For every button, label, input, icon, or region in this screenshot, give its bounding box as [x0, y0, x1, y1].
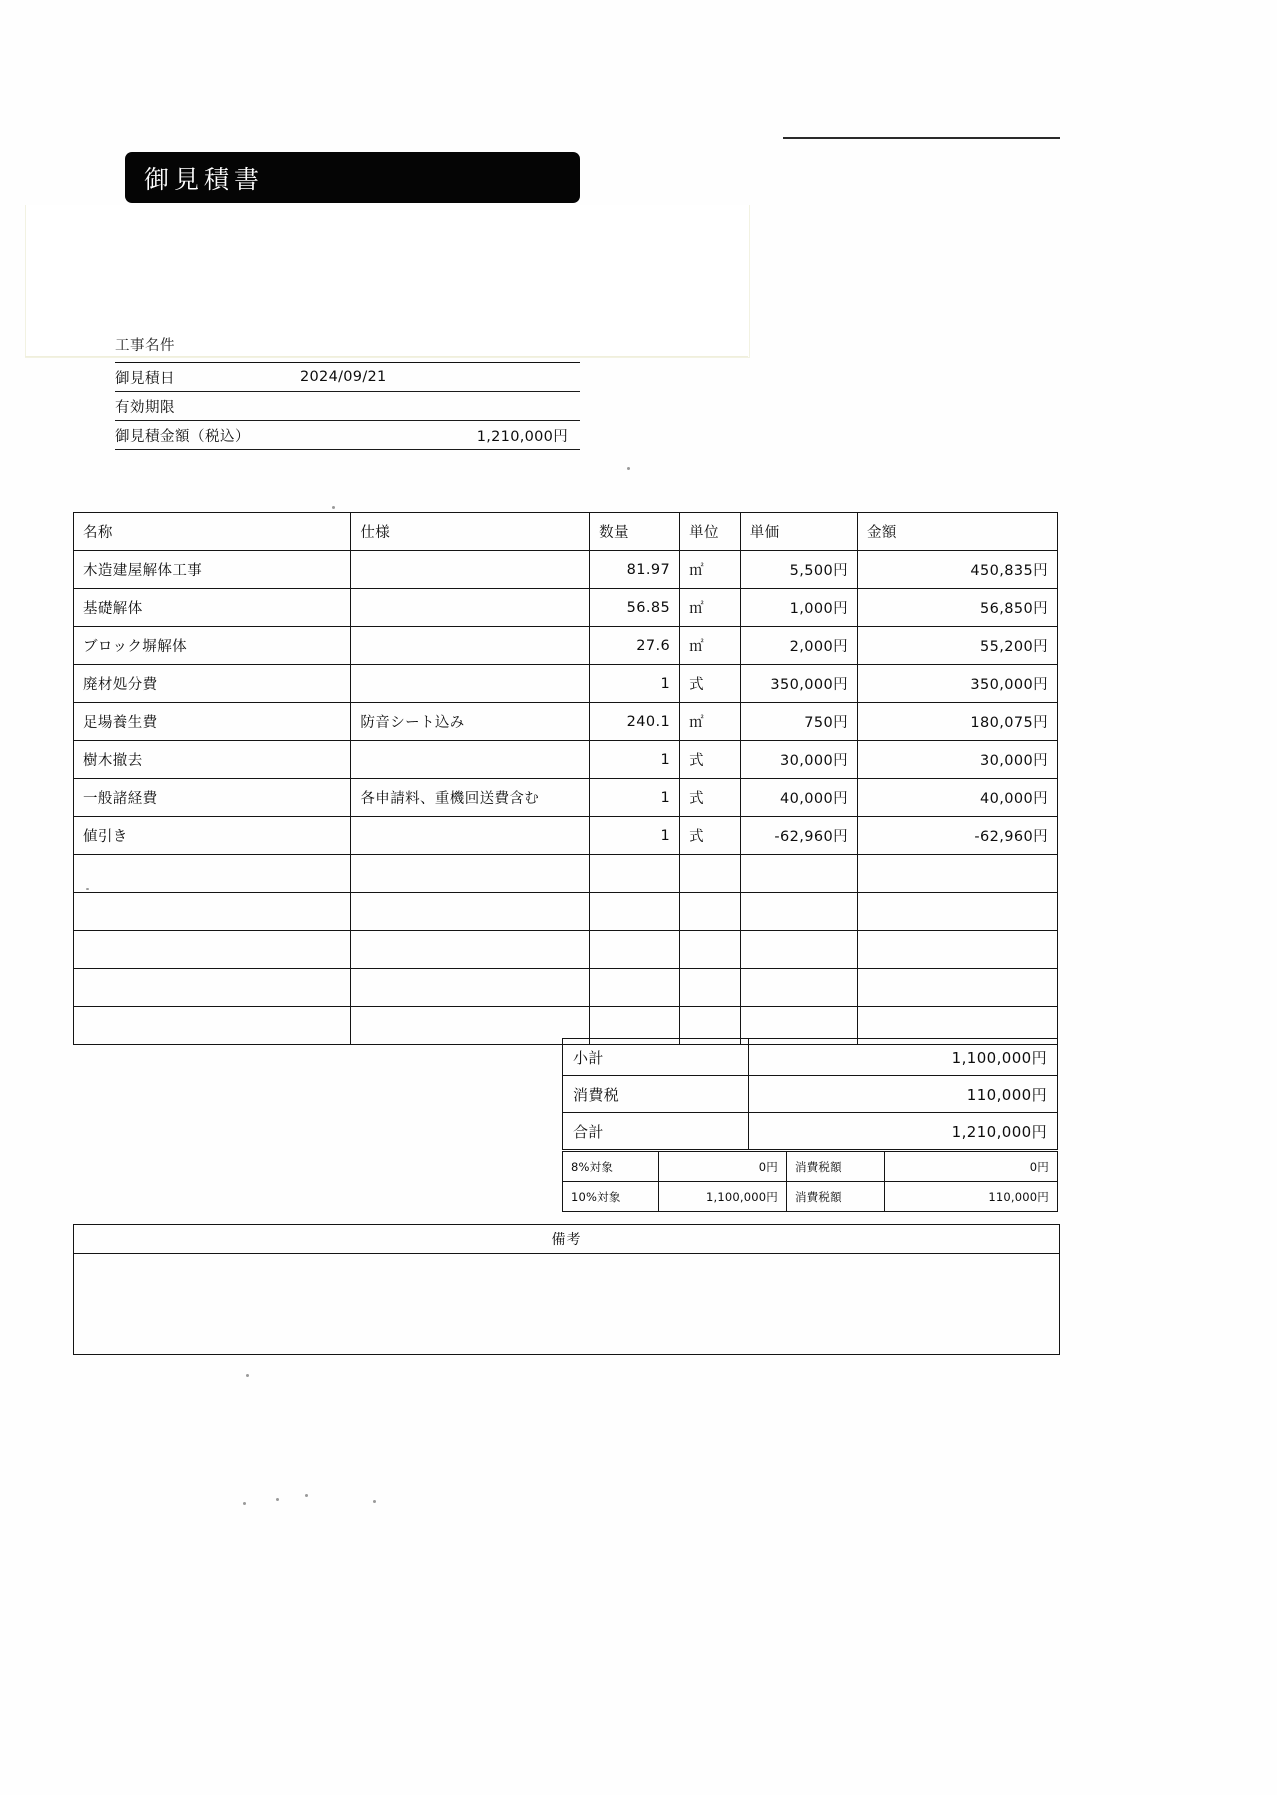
item-name: 値引き: [74, 817, 351, 855]
scan-speck: [86, 888, 89, 890]
item-unit: ㎡: [680, 703, 741, 741]
items-table-header-row: [74, 513, 1058, 551]
tax-amount-label: 消費税額: [787, 1182, 885, 1212]
item-amount: 350,000円: [858, 665, 1058, 703]
scan-speck: [246, 1374, 249, 1377]
tax-breakdown-table: [562, 1151, 1058, 1212]
item-amount: 55,200円: [858, 627, 1058, 665]
item-quantity: 56.85: [590, 589, 680, 627]
item-quantity: 240.1: [590, 703, 680, 741]
tax-amount-value: 0円: [885, 1152, 1058, 1182]
item-name: 足場養生費: [74, 703, 351, 741]
item-quantity: [590, 931, 680, 969]
item-amount: [858, 855, 1058, 893]
table-row: [74, 855, 1058, 893]
items-column-header: 名称: [74, 513, 351, 551]
item-unit-price: [740, 931, 857, 969]
item-quantity: [590, 855, 680, 893]
item-unit-price: -62,960円: [740, 817, 857, 855]
info-row-label: 御見積金額（税込）: [115, 428, 250, 445]
item-unit: 式: [680, 817, 741, 855]
totals-row: [563, 1113, 1058, 1150]
item-spec: [351, 627, 590, 665]
table-row: [74, 969, 1058, 1007]
item-spec: [351, 855, 590, 893]
item-unit-price: 2,000円: [740, 627, 857, 665]
remarks-body: [74, 1254, 1059, 1354]
remarks-heading: 備考: [74, 1225, 1059, 1254]
items-column-header: 単位: [680, 513, 741, 551]
tax-amount-label: 消費税額: [787, 1152, 885, 1182]
item-name: 木造建屋解体工事: [74, 551, 351, 589]
totals-row: [563, 1076, 1058, 1113]
item-quantity: [590, 893, 680, 931]
totals-label: 小計: [563, 1039, 749, 1076]
page-title: 御見積書: [144, 164, 265, 194]
item-quantity: 1: [590, 741, 680, 779]
items-column-header: 数量: [590, 513, 680, 551]
item-unit: 式: [680, 665, 741, 703]
totals-value: 1,210,000円: [749, 1113, 1058, 1150]
item-amount: 56,850円: [858, 589, 1058, 627]
tax-breakdown-row: [563, 1152, 1058, 1182]
table-row: [74, 665, 1058, 703]
totals-row: [563, 1039, 1058, 1076]
item-unit: [680, 893, 741, 931]
item-spec: [351, 665, 590, 703]
remarks-section: [73, 1224, 1060, 1355]
info-row-value: 2024/09/21: [300, 369, 387, 385]
item-amount: -62,960円: [858, 817, 1058, 855]
tax-rate-base-amount: 0円: [659, 1152, 787, 1182]
item-amount: 450,835円: [858, 551, 1058, 589]
item-spec: [351, 741, 590, 779]
info-row-value: 1,210,000円: [476, 428, 568, 445]
item-unit: ㎡: [680, 551, 741, 589]
totals-label: 消費税: [563, 1076, 749, 1113]
tax-rate-base-amount: 1,100,000円: [659, 1182, 787, 1212]
item-quantity: 27.6: [590, 627, 680, 665]
item-spec: [351, 589, 590, 627]
item-name: 一般諸経費: [74, 779, 351, 817]
item-name: [74, 1007, 351, 1045]
top-right-rule: [783, 137, 1060, 139]
item-spec: [351, 893, 590, 931]
item-unit: [680, 969, 741, 1007]
item-unit: 式: [680, 741, 741, 779]
item-unit: ㎡: [680, 589, 741, 627]
item-unit-price: 1,000円: [740, 589, 857, 627]
item-spec: [351, 931, 590, 969]
item-quantity: 1: [590, 817, 680, 855]
tax-amount-value: 110,000円: [885, 1182, 1058, 1212]
item-name: 基礎解体: [74, 589, 351, 627]
item-amount: [858, 969, 1058, 1007]
item-amount: 30,000円: [858, 741, 1058, 779]
table-row: [74, 779, 1058, 817]
table-row: [74, 817, 1058, 855]
info-row: [115, 421, 580, 450]
item-unit-price: 40,000円: [740, 779, 857, 817]
info-row-label: 工事名件: [115, 337, 175, 354]
item-quantity: 1: [590, 779, 680, 817]
totals-value: 1,100,000円: [749, 1039, 1058, 1076]
document-title-banner: [125, 152, 580, 203]
item-spec: [351, 1007, 590, 1045]
item-name: 樹木撤去: [74, 741, 351, 779]
tax-rate-label: 10%対象: [563, 1182, 659, 1212]
item-spec: 各申請料、重機回送費含む: [351, 779, 590, 817]
info-row: [115, 363, 580, 392]
item-quantity: [590, 969, 680, 1007]
item-name: [74, 893, 351, 931]
scan-speck: [627, 467, 630, 470]
item-spec: 防音シート込み: [351, 703, 590, 741]
item-unit-price: 5,500円: [740, 551, 857, 589]
item-spec: [351, 969, 590, 1007]
item-unit: ㎡: [680, 627, 741, 665]
item-unit: [680, 931, 741, 969]
item-amount: 40,000円: [858, 779, 1058, 817]
item-unit-price: 350,000円: [740, 665, 857, 703]
scan-speck: [243, 1502, 246, 1505]
scan-speck: [373, 1500, 376, 1503]
estimate-info-block: [115, 337, 580, 450]
tax-rate-label: 8%対象: [563, 1152, 659, 1182]
totals-label: 合計: [563, 1113, 749, 1150]
item-name: [74, 855, 351, 893]
table-row: [74, 703, 1058, 741]
table-row: [74, 893, 1058, 931]
item-name: 廃材処分費: [74, 665, 351, 703]
info-row-label: 御見積日: [115, 370, 175, 387]
table-row: [74, 931, 1058, 969]
item-quantity: 81.97: [590, 551, 680, 589]
item-quantity: 1: [590, 665, 680, 703]
info-row-label: 有効期限: [115, 399, 175, 416]
item-unit-price: [740, 893, 857, 931]
items-column-header: 金額: [858, 513, 1058, 551]
table-row: [74, 551, 1058, 589]
item-amount: [858, 931, 1058, 969]
item-unit-price: [740, 969, 857, 1007]
tax-breakdown-row: [563, 1182, 1058, 1212]
scan-speck: [305, 1494, 308, 1497]
item-unit-price: 750円: [740, 703, 857, 741]
item-amount: [858, 893, 1058, 931]
items-column-header: 単価: [740, 513, 857, 551]
items-column-header: 仕様: [351, 513, 590, 551]
item-spec: [351, 551, 590, 589]
item-name: ブロック塀解体: [74, 627, 351, 665]
table-row: [74, 741, 1058, 779]
item-unit-price: 30,000円: [740, 741, 857, 779]
totals-table: [562, 1038, 1058, 1150]
item-name: [74, 969, 351, 1007]
item-unit-price: [740, 855, 857, 893]
info-row: [115, 337, 580, 363]
item-unit: [680, 855, 741, 893]
table-row: [74, 627, 1058, 665]
totals-value: 110,000円: [749, 1076, 1058, 1113]
item-unit: 式: [680, 779, 741, 817]
items-table: [73, 512, 1058, 1045]
item-amount: 180,075円: [858, 703, 1058, 741]
item-name: [74, 931, 351, 969]
scan-speck: [276, 1498, 279, 1501]
table-row: [74, 589, 1058, 627]
item-spec: [351, 817, 590, 855]
scan-speck: [332, 506, 335, 509]
info-row: [115, 392, 580, 421]
